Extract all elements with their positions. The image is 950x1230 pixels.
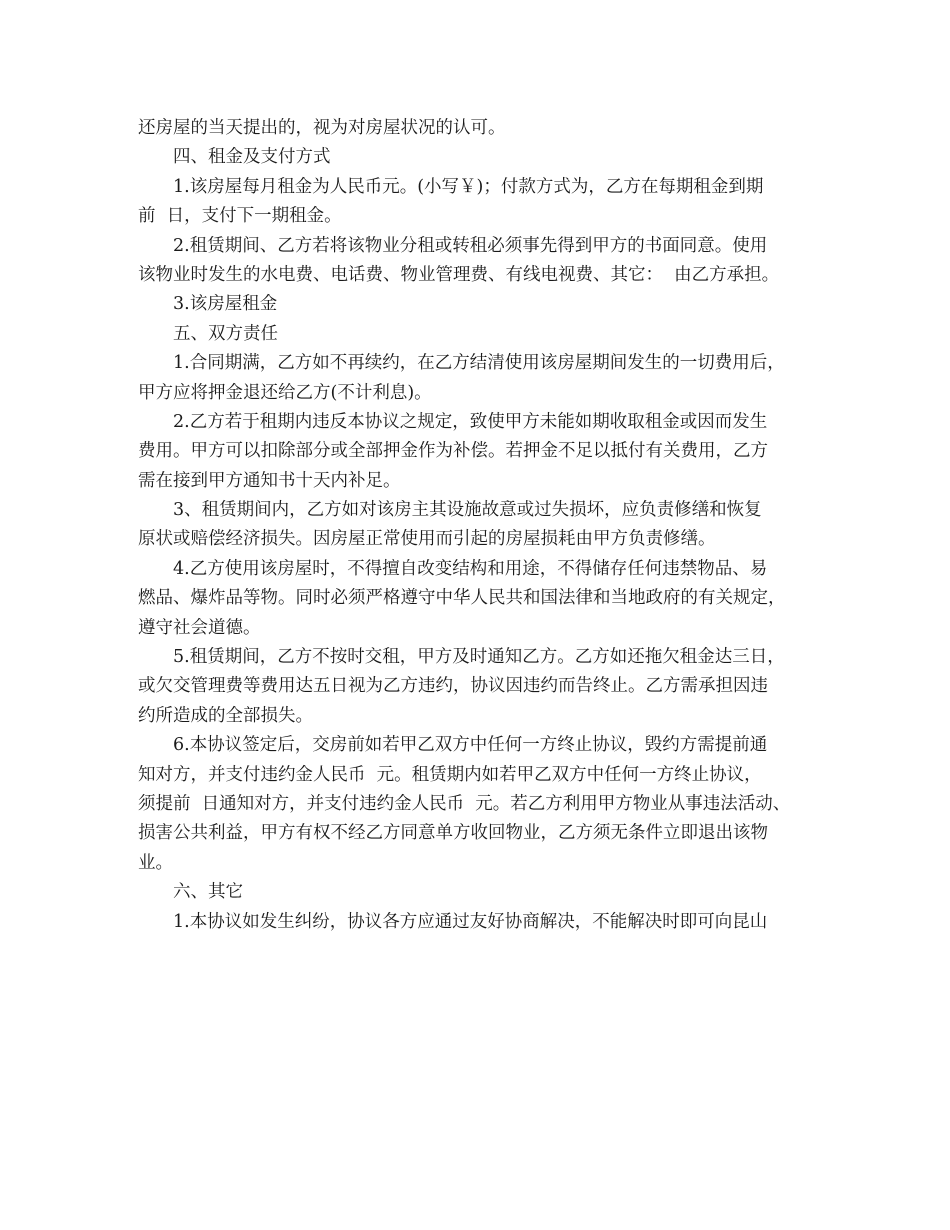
text-line: 费用。甲方可以扣除部分或全部押金作为补偿。若押金不足以抵付有关费用，乙方 [138, 441, 768, 462]
text-line: 5.租赁期间，乙方不按时交租，甲方及时通知乙方。乙方如还拖欠租金达三日， [173, 647, 785, 668]
text-line: 燃品、爆炸品等物。同时必须严格遵守中华人民共和国法律和当地政府的有关规定， [138, 588, 786, 609]
text-line: 1.本协议如发生纠纷，协议各方应通过友好协商解决，不能解决时即可向昆山 [173, 911, 768, 932]
text-line: 6.本协议签定后，交房前如若甲乙双方中任何一方终止协议，毁约方需提前通 [173, 735, 768, 756]
text-line: 甲方应将押金退还给乙方(不计利息)。 [138, 382, 432, 403]
text-line: 2.乙方若于租期内违反本协议之规定，致使甲方未能如期收取租金或因而发生 [173, 411, 768, 432]
text-line: 业。 [138, 852, 173, 873]
text-line: 或欠交管理费等费用达五日视为乙方违约，协议因违约而告终止。乙方需承担因违 [138, 676, 768, 697]
text-line: 2.租赁期间、乙方若将该物业分租或转租必须事先得到甲方的书面同意。使用 [173, 235, 768, 256]
section-heading-responsibilities: 五、双方责任 [173, 323, 278, 344]
text-line: 损害公共利益，甲方有权不经乙方同意单方收回物业，乙方须无条件立即退出该物 [138, 823, 768, 844]
section-heading-other: 六、其它 [173, 882, 243, 903]
text-line: 知对方，并支付违约金人民币 元。租赁期内如若甲乙双方中任何一方终止协议， [138, 764, 762, 785]
text-line: 遵守社会道德。 [138, 617, 261, 638]
text-line: 前 日，支付下一期租金。 [138, 206, 342, 227]
text-line: 还房屋的当天提出的，视为对房屋状况的认可。 [138, 118, 506, 138]
text-line: 原状或赔偿经济损失。因房屋正常使用而引起的房屋损耗由甲方负责修缮。 [138, 529, 716, 550]
text-line: 3、租赁期间内，乙方如对该房主其设施故意或过失损坏，应负责修缮和恢复 [173, 500, 762, 521]
text-line: 须提前 日通知对方，并支付违约金人民币 元。若乙方利用甲方物业从事违法活动、 [138, 793, 791, 814]
text-line: 约所造成的全部损失。 [138, 705, 313, 726]
document-body [138, 114, 818, 937]
section-heading-rent: 四、租金及支付方式 [173, 147, 331, 168]
text-line: 需在接到甲方通知书十天内补足。 [138, 470, 401, 491]
text-line: 该物业时发生的水电费、电话费、物业管理费、有线电视费、其它： 由乙方承担。 [138, 264, 780, 285]
text-line: 4.乙方使用该房屋时，不得擅自改变结构和用途，不得储存任何违禁物品、易 [173, 558, 768, 579]
text-line: 1.合同期满，乙方如不再续约，在乙方结清使用该房屋期间发生的一切费用后， [173, 353, 785, 374]
text-line: 3.该房屋租金 [173, 294, 278, 315]
text-line: 1.该房屋每月租金为人民币元。(小写￥)；付款方式为，乙方在每期租金到期 [173, 176, 764, 197]
